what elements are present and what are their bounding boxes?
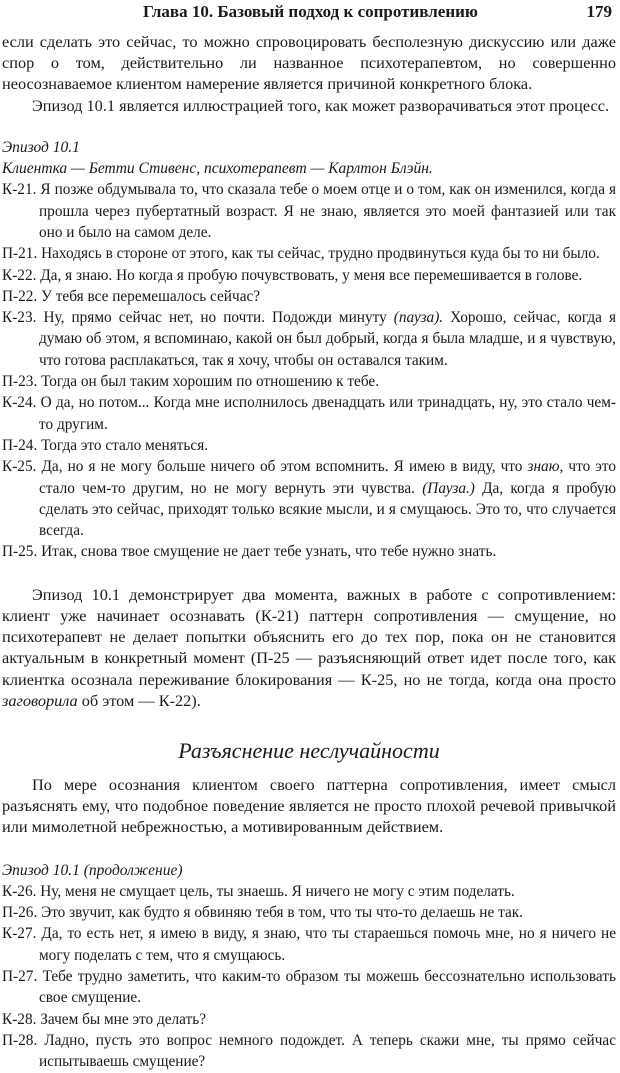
text-run: Это звучит, как будто я обвиняю тебя в том, что ты что-то делаешь не так.	[37, 904, 523, 922]
text-run: Ну, меня не смущает цель, ты знаешь. Я ничего не могу с этим поделать.	[36, 882, 515, 900]
text-run: У тебя все перемешалось сейчас?	[37, 287, 261, 305]
text-run: Да, когда я пробую сделать это сейчас, приходят только всякие мысли, и я смущаюсь. Это то, что случается всегда.	[39, 479, 616, 540]
speaker-label: К-25.	[2, 458, 37, 476]
dialogue-line	[2, 179, 616, 243]
italic-text: знаю,	[527, 458, 564, 476]
text-run: О да, но потом... Когда мне исполнилось двенадцать или тринадцать, ну, это стало чем-то другим.	[36, 394, 616, 433]
text-run: Ладно, пусть это вопрос немного подождет. А теперь скажи мне, ты прямо сейчас испытываешь смущение?	[37, 1031, 616, 1071]
text-run: что это стало чем-то другим, но не могу вернуть эти чувства.	[39, 458, 616, 497]
speaker-label: П-24.	[2, 436, 38, 454]
text-run: об этом — К-22).	[77, 690, 201, 710]
text-run: Тебе трудно заметить, что каким-то образом ты можешь бессознательно использовать свое смущение.	[37, 968, 616, 1007]
episode-block	[2, 860, 616, 1073]
dialogue-line	[2, 923, 616, 966]
dialogue-line	[2, 286, 616, 307]
text-run: Ну, прямо сейчас нет, но почти. Подожди минуту	[36, 309, 394, 327]
italic-text: заговорила	[2, 690, 78, 710]
paragraph: По мере осознания клиентом своего паттерна сопротивления, имеет смысл разъяснять ему, что подобное поведение является не просто плохой речевой привычкой или мимолетной небрежностью, а мотивированным действием.	[2, 774, 616, 837]
dialogue	[2, 179, 616, 562]
text-run: Эпизод 10.1 демонстрирует два момента, важных в работе с сопротивлением: клиент уже начинает осознавать (К-21) паттерн сопротивления — смущение, но психотерапевт не делает попытки объяснить его до тех пор, пока он не становится актуальным в конкретный момент (П-25 — разъясняющий ответ идет после того, как клиентка осознала переживание блокирования — К-25, но не тогда, когда она просто	[2, 584, 616, 689]
dialogue-line	[2, 1009, 616, 1030]
running-header	[0, 0, 620, 24]
dialogue-line	[2, 265, 616, 286]
text-run: Да, то есть нет, я имею в виду, я знаю, что ты стараешься помочь мне, но я ничего не могу поделать с тем, что я смущаюсь.	[36, 925, 616, 964]
dialogue-line	[2, 881, 616, 902]
speaker-label: К-23.	[2, 309, 37, 327]
text-run: Да, но я не могу больше ничего об этом вспомнить. Я имею в виду, что	[36, 458, 528, 476]
speaker-label: П-21.	[2, 245, 38, 263]
dialogue-line	[2, 392, 616, 435]
text-run: Находясь в стороне от этого, как ты сейчас, трудно продвинуться куда бы то ни было.	[37, 245, 600, 263]
episode-title: Эпизод 10.1 (продолжение)	[2, 861, 183, 879]
speaker-label: К-27.	[2, 925, 37, 943]
analysis-paragraph	[2, 584, 616, 711]
text-run: Я позже обдумывала то, что сказала тебе о моем отце и о том, как он изменился, когда я прошла через пубертатный возраст. Я не знаю, является это моей фантазией или так оно и было на самом деле.	[36, 181, 616, 241]
page-body	[2, 31, 616, 1073]
speaker-label: К-22.	[2, 266, 37, 284]
speaker-label: П-23.	[2, 373, 38, 391]
text-run: Тогда он был таким хорошим по отношению к тебе.	[37, 373, 380, 391]
speaker-label: П-25.	[2, 543, 38, 561]
chapter-title: Глава 10. Базовый подход к сопротивлению	[143, 2, 478, 21]
episode-participants: Клиентка — Бетти Стивенс, психотерапевт — Карлтон Блэйн.	[2, 160, 433, 178]
speaker-label: К-21.	[2, 181, 37, 199]
text-run: Тогда это стало меняться.	[37, 436, 209, 454]
italic-text: (Пауза.)	[422, 479, 475, 497]
dialogue-line	[2, 541, 616, 562]
speaker-label: К-28.	[2, 1010, 37, 1028]
paragraph: если сделать это сейчас, то можно спровоцировать бесполезную дискуссию или даже спор о том, действительно ли названное психотерапевтом, но совершенно неосознаваемое клиентом намерение является причиной конкретного блока.	[2, 32, 616, 94]
speaker-label: К-26.	[2, 882, 37, 900]
paragraph: Эпизод 10.1 является иллюстрацией того, как может разворачиваться этот процесс.	[32, 95, 610, 115]
episode-block	[2, 137, 616, 563]
episode-title: Эпизод 10.1	[2, 138, 80, 156]
dialogue-line	[2, 966, 616, 1009]
text-run: Итак, снова твое смущение не дает тебе узнать, что тебе нужно знать.	[37, 543, 497, 561]
speaker-label: П-28.	[2, 1031, 38, 1049]
speaker-label: П-27.	[2, 968, 38, 986]
dialogue-line	[2, 456, 616, 541]
page-number: 179	[586, 2, 612, 21]
text-run: Зачем бы мне это делать?	[36, 1010, 207, 1028]
dialogue-line	[2, 902, 616, 923]
dialogue-line	[2, 1030, 616, 1073]
speaker-label: П-26.	[2, 904, 38, 922]
italic-text: (пауза).	[393, 309, 444, 327]
speaker-label: П-22.	[2, 287, 38, 305]
dialogue-line	[2, 371, 616, 392]
dialogue-line	[2, 243, 616, 264]
speaker-label: К-24.	[2, 394, 37, 412]
dialogue-line	[2, 307, 616, 371]
text-run: Хорошо, сейчас, когда я думаю об этом, я вспоминаю, какой он был добрый, когда я была младше, и я чувствую, что готова расплакаться, так я хочу, чтобы он оставался таким.	[39, 309, 616, 369]
dialogue	[2, 881, 616, 1073]
section-heading: Разъяснение неслучайности	[178, 737, 440, 763]
text-run: Да, я знаю. Но когда я пробую почувствовать, у меня все перемешивается в голове.	[36, 266, 583, 284]
dialogue-line	[2, 435, 616, 456]
